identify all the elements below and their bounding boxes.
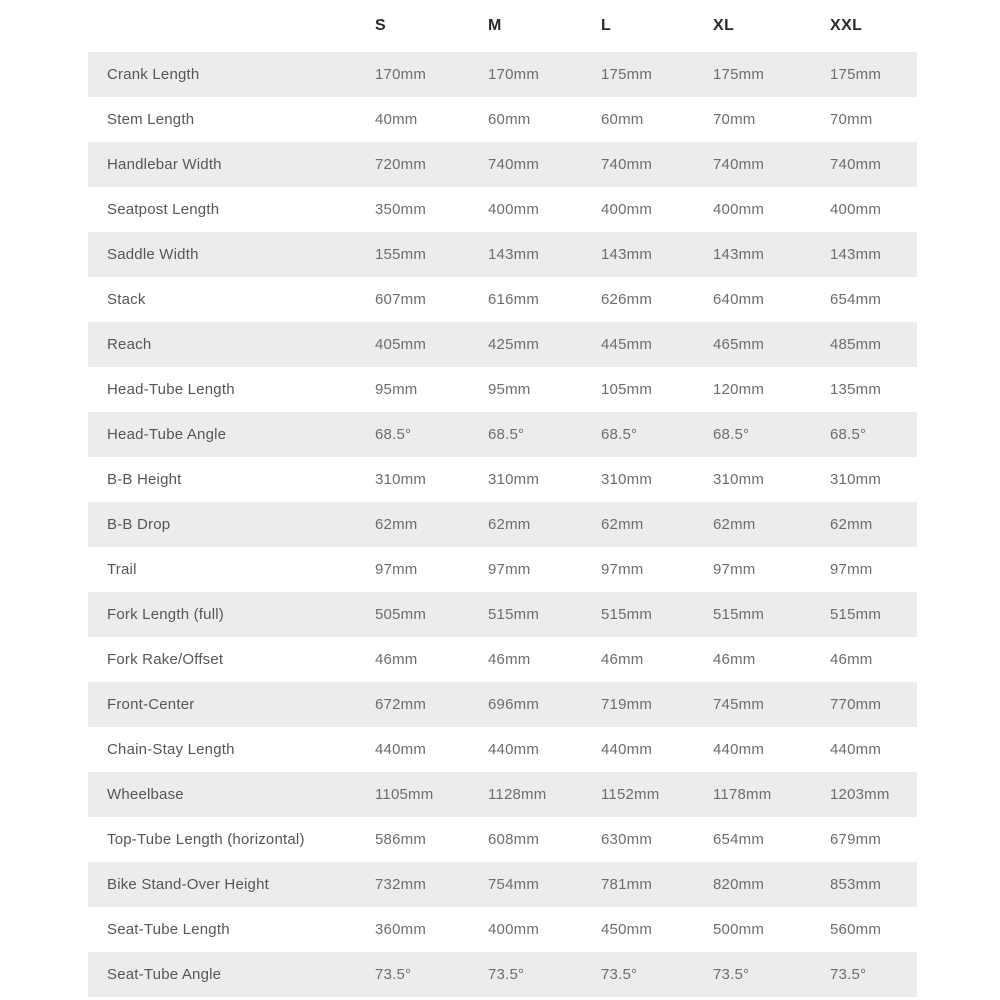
cell-value: 97mm: [830, 561, 873, 578]
column-header-xxl: XXL: [830, 17, 863, 34]
cell-value: 630mm: [601, 831, 653, 848]
table-row: [88, 502, 917, 547]
cell-value: 46mm: [830, 651, 873, 668]
cell-value: 820mm: [713, 876, 765, 893]
cell-value: 425mm: [488, 336, 540, 353]
cell-value: 97mm: [375, 561, 418, 578]
cell-value: 440mm: [830, 741, 882, 758]
cell-value: 175mm: [713, 66, 765, 83]
cell-value: 405mm: [375, 336, 427, 353]
cell-value: 68.5°: [601, 426, 638, 443]
header-row: [88, 0, 917, 52]
cell-value: 143mm: [830, 246, 882, 263]
cell-value: 120mm: [713, 381, 765, 398]
cell-value: 68.5°: [713, 426, 750, 443]
row-label: Trail: [107, 561, 137, 578]
cell-value: 97mm: [713, 561, 756, 578]
cell-value: 400mm: [488, 921, 540, 938]
cell-value: 616mm: [488, 291, 540, 308]
row-label: Front-Center: [107, 696, 195, 713]
cell-value: 485mm: [830, 336, 882, 353]
cell-value: 170mm: [488, 66, 540, 83]
cell-value: 143mm: [488, 246, 540, 263]
cell-value: 740mm: [830, 156, 882, 173]
cell-value: 60mm: [488, 111, 531, 128]
cell-value: 155mm: [375, 246, 427, 263]
cell-value: 607mm: [375, 291, 427, 308]
table-row: [88, 322, 917, 367]
cell-value: 1178mm: [713, 786, 772, 803]
cell-value: 654mm: [713, 831, 765, 848]
row-label: B-B Height: [107, 471, 182, 488]
cell-value: 143mm: [713, 246, 765, 263]
cell-value: 586mm: [375, 831, 427, 848]
cell-value: 696mm: [488, 696, 540, 713]
table-body: [88, 52, 917, 997]
row-label: Fork Rake/Offset: [107, 651, 224, 668]
cell-value: 62mm: [830, 516, 873, 533]
cell-value: 73.5°: [601, 966, 638, 983]
cell-value: 70mm: [713, 111, 756, 128]
cell-value: 770mm: [830, 696, 882, 713]
column-header-s: S: [375, 17, 387, 34]
cell-value: 62mm: [601, 516, 644, 533]
column-header-m: M: [488, 17, 502, 34]
cell-value: 73.5°: [713, 966, 750, 983]
cell-value: 719mm: [601, 696, 653, 713]
row-label: Seatpost Length: [107, 201, 220, 218]
cell-value: 400mm: [488, 201, 540, 218]
cell-value: 70mm: [830, 111, 873, 128]
row-label: Seat-Tube Angle: [107, 966, 222, 983]
cell-value: 73.5°: [830, 966, 867, 983]
cell-value: 350mm: [375, 201, 427, 218]
row-label: Bike Stand-Over Height: [107, 876, 269, 893]
cell-value: 440mm: [488, 741, 540, 758]
row-label: Crank Length: [107, 66, 200, 83]
row-label: Saddle Width: [107, 246, 199, 263]
cell-value: 175mm: [830, 66, 882, 83]
cell-value: 62mm: [375, 516, 418, 533]
row-label: B-B Drop: [107, 516, 171, 533]
table-row: [88, 952, 917, 997]
cell-value: 1152mm: [601, 786, 660, 803]
table-row: [88, 592, 917, 637]
cell-value: 560mm: [830, 921, 882, 938]
table-row: [88, 772, 917, 817]
row-label: Fork Length (full): [107, 606, 224, 623]
cell-value: 781mm: [601, 876, 653, 893]
cell-value: 1203mm: [830, 786, 890, 803]
table-row: [88, 142, 917, 187]
table-row: [88, 637, 917, 682]
cell-value: 440mm: [601, 741, 653, 758]
column-header-xl: XL: [713, 17, 735, 34]
cell-value: 400mm: [713, 201, 765, 218]
geometry-table: [88, 0, 917, 997]
cell-value: 500mm: [713, 921, 765, 938]
cell-value: 60mm: [601, 111, 644, 128]
cell-value: 95mm: [488, 381, 531, 398]
row-label: Top-Tube Length (horizontal): [107, 831, 305, 848]
cell-value: 105mm: [601, 381, 653, 398]
cell-value: 515mm: [601, 606, 653, 623]
cell-value: 73.5°: [488, 966, 525, 983]
cell-value: 310mm: [375, 471, 427, 488]
cell-value: 40mm: [375, 111, 418, 128]
cell-value: 135mm: [830, 381, 882, 398]
cell-value: 310mm: [488, 471, 540, 488]
cell-value: 740mm: [601, 156, 653, 173]
cell-value: 68.5°: [830, 426, 867, 443]
cell-value: 310mm: [713, 471, 765, 488]
cell-value: 46mm: [375, 651, 418, 668]
cell-value: 672mm: [375, 696, 427, 713]
column-header-l: L: [601, 17, 612, 34]
cell-value: 1128mm: [488, 786, 547, 803]
table-row: [88, 412, 917, 457]
table-row: [88, 277, 917, 322]
row-label: Reach: [107, 336, 152, 353]
row-label: Head-Tube Length: [107, 381, 235, 398]
row-label: Stack: [107, 291, 146, 308]
cell-value: 143mm: [601, 246, 653, 263]
cell-value: 310mm: [601, 471, 653, 488]
cell-value: 440mm: [375, 741, 427, 758]
row-label: Seat-Tube Length: [107, 921, 230, 938]
cell-value: 62mm: [488, 516, 531, 533]
table-row: [88, 547, 917, 592]
cell-value: 175mm: [601, 66, 653, 83]
cell-value: 1105mm: [375, 786, 434, 803]
cell-value: 640mm: [713, 291, 765, 308]
cell-value: 400mm: [601, 201, 653, 218]
cell-value: 515mm: [830, 606, 882, 623]
cell-value: 626mm: [601, 291, 653, 308]
cell-value: 97mm: [601, 561, 644, 578]
cell-value: 170mm: [375, 66, 427, 83]
cell-value: 68.5°: [488, 426, 525, 443]
cell-value: 62mm: [713, 516, 756, 533]
row-label: Head-Tube Angle: [107, 426, 227, 443]
table-row: [88, 52, 917, 97]
cell-value: 73.5°: [375, 966, 412, 983]
table-row: [88, 232, 917, 277]
cell-value: 46mm: [601, 651, 644, 668]
cell-value: 740mm: [713, 156, 765, 173]
table-row: [88, 727, 917, 772]
cell-value: 46mm: [713, 651, 756, 668]
table-row: [88, 907, 917, 952]
table-row: [88, 682, 917, 727]
corner-spacer: [88, 0, 375, 52]
cell-value: 400mm: [830, 201, 882, 218]
row-label: Handlebar Width: [107, 156, 222, 173]
cell-value: 95mm: [375, 381, 418, 398]
cell-value: 505mm: [375, 606, 427, 623]
row-label: Chain-Stay Length: [107, 741, 235, 758]
table-row: [88, 97, 917, 142]
table-row: [88, 457, 917, 502]
cell-value: 46mm: [488, 651, 531, 668]
cell-value: 440mm: [713, 741, 765, 758]
cell-value: 745mm: [713, 696, 765, 713]
cell-value: 360mm: [375, 921, 427, 938]
cell-value: 853mm: [830, 876, 882, 893]
cell-value: 608mm: [488, 831, 540, 848]
cell-value: 654mm: [830, 291, 882, 308]
cell-value: 740mm: [488, 156, 540, 173]
cell-value: 754mm: [488, 876, 540, 893]
cell-value: 310mm: [830, 471, 882, 488]
cell-value: 679mm: [830, 831, 882, 848]
table-row: [88, 187, 917, 232]
cell-value: 732mm: [375, 876, 427, 893]
cell-value: 97mm: [488, 561, 531, 578]
cell-value: 450mm: [601, 921, 653, 938]
table-row: [88, 862, 917, 907]
row-label: Stem Length: [107, 111, 195, 128]
cell-value: 515mm: [488, 606, 540, 623]
cell-value: 465mm: [713, 336, 765, 353]
cell-value: 720mm: [375, 156, 427, 173]
cell-value: 515mm: [713, 606, 765, 623]
cell-value: 68.5°: [375, 426, 412, 443]
cell-value: 445mm: [601, 336, 653, 353]
table-row: [88, 367, 917, 412]
row-label: Wheelbase: [107, 786, 184, 803]
table-row: [88, 817, 917, 862]
